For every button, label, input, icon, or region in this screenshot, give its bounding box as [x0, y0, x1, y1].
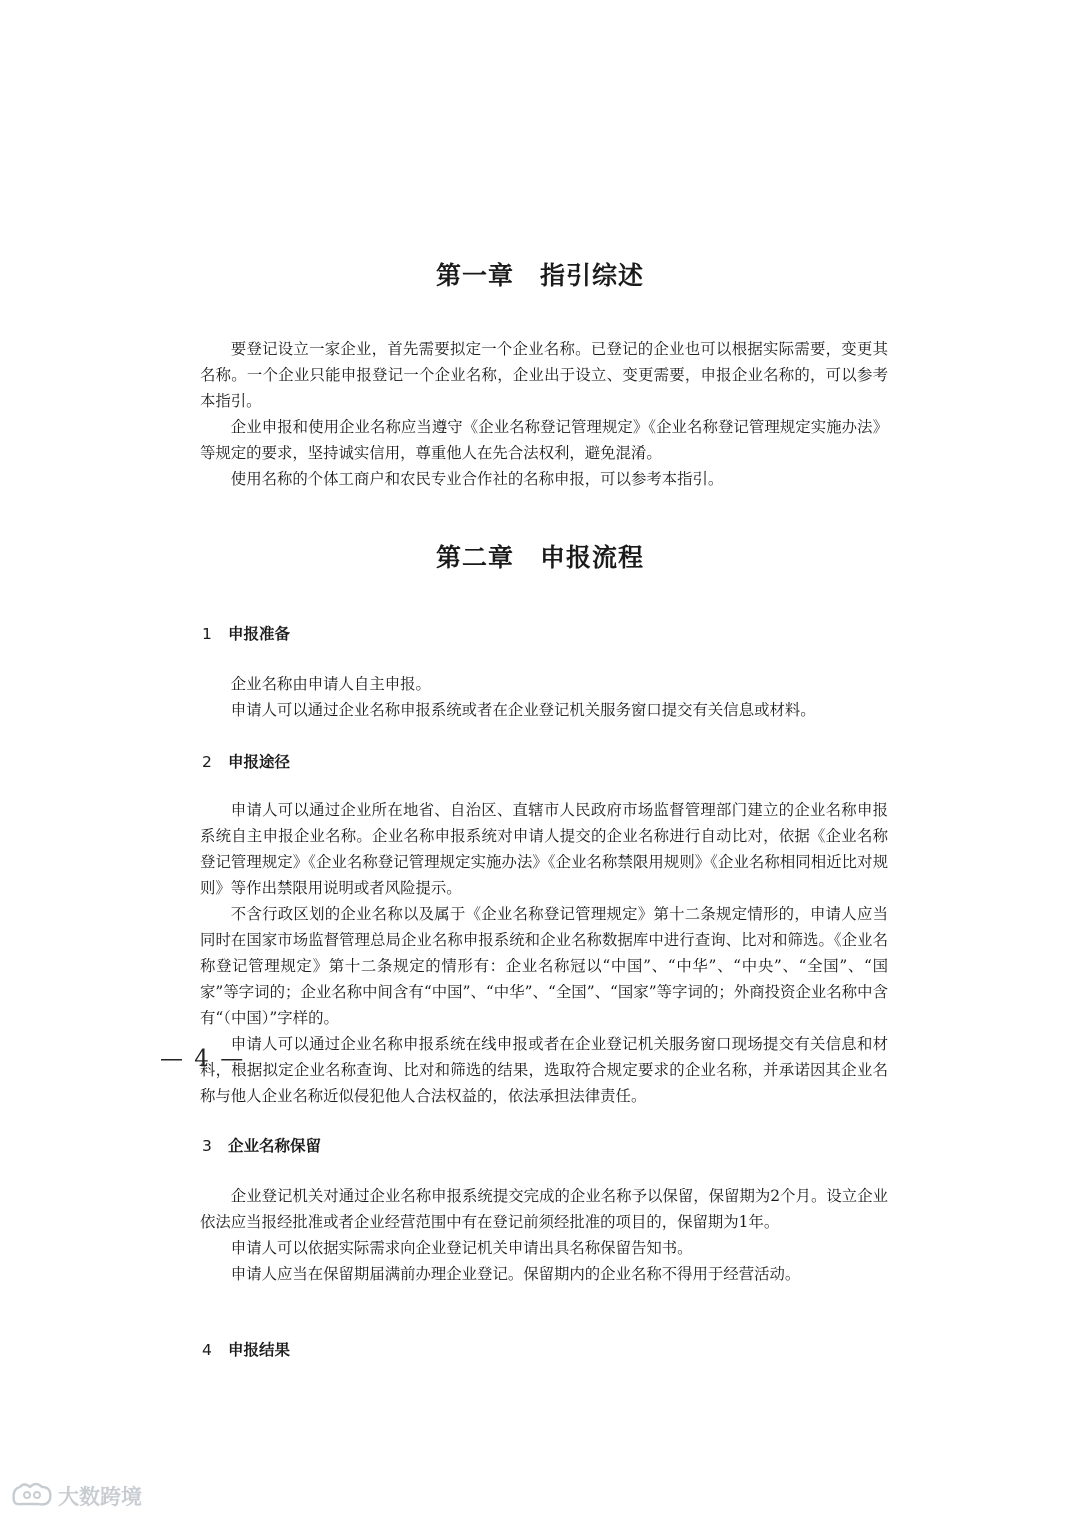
section-2-body [200, 797, 888, 1109]
paragraph: 不含行政区划的企业名称以及属于《企业名称登记管理规定》第十二条规定情形的，申请人应当同时在国家市场监督管理总局企业名称申报系统和企业名称数据库中进行查询、比对和筛选。《企业名称登记管理规定》第十二条规定的情形有：企业名称冠以“中国”、“中华”、“中央”、“全国”、“国家”等字词的；企业名称中间含有“中国”、“中华”、“全国”、“国家”等字词的；外商投资企业名称中含有“（中国）”字样的。 [200, 905, 888, 1027]
paragraph: 申请人可以通过企业名称申报系统或者在企业登记机关服务窗口提交有关信息或材料。 [230, 701, 816, 719]
section-1-heading [202, 622, 290, 644]
paragraph: 申请人可以通过企业名称申报系统在线申报或者在企业登记机关服务窗口现场提交有关信息和材料，根据拟定企业名称查询、比对和筛选的结果，选取符合规定要求的企业名称，并承诺因其企业名称与他人企业名称近似侵犯他人合法权益的，依法承担法律责任。 [200, 1035, 888, 1105]
section-2-heading [202, 750, 290, 772]
paragraph: 企业申报和使用企业名称应当遵守《企业名称登记管理规定》《企业名称登记管理规定实施办法》等规定的要求，坚持诚实信用，尊重他人在先合法权利，避免混淆。 [200, 418, 888, 462]
paragraph: 申请人应当在保留期届满前办理企业登记。保留期内的企业名称不得用于经营活动。 [230, 1265, 801, 1283]
paragraph: 使用名称的个体工商户和农民专业合作社的名称申报，可以参考本指引。 [230, 470, 724, 488]
section-number: 4 [202, 1341, 212, 1359]
section-title: 企业名称保留 [228, 1137, 322, 1155]
section-3-heading [202, 1134, 321, 1156]
paragraph: 申请人可以通过企业所在地省、自治区、直辖市人民政府市场监督管理部门建立的企业名称申报系统自主申报企业名称。企业名称申报系统对申请人提交的企业名称进行自动比对，依据《企业名称登记管理规定》《企业名称登记管理规定实施办法》《企业名称禁限用规则》《企业名称相同相近比对规则》等作出禁限用说明或者风险提示。 [200, 801, 888, 897]
chapter-1-title: 第一章 指引综述 [435, 261, 644, 290]
section-4-heading [202, 1338, 290, 1360]
paragraph: 申请人可以依据实际需求向企业登记机关申请出具名称保留告知书。 [230, 1239, 693, 1257]
section-title: 申报结果 [228, 1341, 291, 1359]
page-number: — 4 — [160, 1046, 246, 1072]
section-title: 申报途径 [228, 753, 291, 771]
paragraph: 企业登记机关对通过企业名称申报系统提交完成的企业名称予以保留，保留期为2个月。设立企业依法应当报经批准或者企业经营范围中有在登记前须经批准的项目的，保留期为1年。 [200, 1187, 888, 1231]
paragraph: 企业名称由申请人自主申报。 [230, 675, 431, 693]
section-3-body [200, 1183, 888, 1287]
section-number: 1 [202, 625, 212, 643]
section-number: 2 [202, 753, 212, 771]
chapter-1-body [200, 336, 888, 492]
watermark-text: 大数跨境 [58, 1485, 142, 1509]
section-1-body [200, 671, 888, 723]
chapter-2-title: 第二章 申报流程 [435, 543, 644, 572]
section-title: 申报准备 [228, 625, 291, 643]
paragraph: 要登记设立一家企业，首先需要拟定一个企业名称。已登记的企业也可以根据实际需要，变更其名称。一个企业只能申报登记一个企业名称，企业出于设立、变更需要，申报企业名称的，可以参考本指引。 [200, 340, 888, 410]
logo-icon [10, 1479, 54, 1513]
watermark [10, 1476, 142, 1516]
section-number: 3 [202, 1137, 212, 1155]
